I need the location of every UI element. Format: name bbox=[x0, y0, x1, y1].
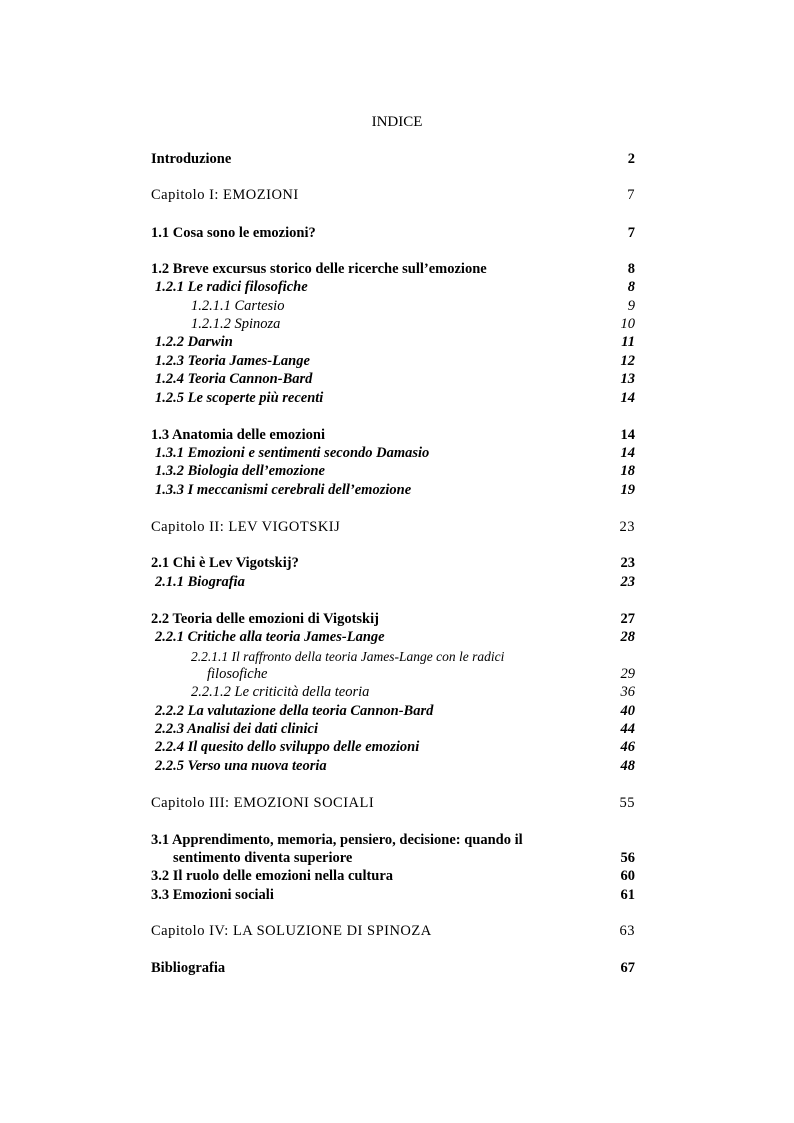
toc-entry-text: Capitolo II: LEV VIGOTSKIJ bbox=[151, 519, 341, 535]
toc-entry-page: 19 bbox=[620, 482, 635, 498]
toc-entry-text: sentimento diventa superiore bbox=[173, 850, 353, 866]
toc-entry-page: 13 bbox=[620, 371, 635, 387]
toc-section-3-1-continued[interactable] bbox=[151, 849, 635, 868]
toc-entry-text: 2.2.1 Critiche alla teoria James-Lange bbox=[155, 629, 385, 645]
toc-entry-text: 1.3.2 Biologia dell’emozione bbox=[155, 463, 325, 479]
toc-entry-introduzione[interactable] bbox=[151, 150, 635, 169]
toc-subsection-1-2-4[interactable] bbox=[151, 370, 635, 389]
toc-subsubsection-1-2-1-2[interactable] bbox=[151, 315, 635, 334]
toc-entry-text: 2.2.1.1 Il raffronto della teoria James-Lange con le radici bbox=[191, 649, 505, 664]
toc-subsection-1-3-1[interactable] bbox=[151, 444, 635, 463]
page-title: INDICE bbox=[371, 114, 423, 130]
toc-section-3-2[interactable] bbox=[151, 867, 635, 886]
toc-section-3-3[interactable] bbox=[151, 886, 635, 905]
toc-subsubsection-2-2-1-1-continued[interactable] bbox=[151, 665, 635, 684]
toc-entry-page: 10 bbox=[620, 316, 635, 332]
toc-entry-text: filosofiche bbox=[207, 666, 268, 682]
toc-entry-text: 1.3.1 Emozioni e sentimenti secondo Damasio bbox=[155, 445, 430, 461]
toc-entry-text: Capitolo III: EMOZIONI SOCIALI bbox=[151, 795, 375, 811]
toc-entry-text: 3.2 Il ruolo delle emozioni nella cultura bbox=[151, 868, 394, 884]
toc-subsubsection-2-2-1-2[interactable] bbox=[151, 683, 635, 702]
toc-subsubsection-1-2-1-1[interactable] bbox=[151, 297, 635, 316]
toc-chapter-4[interactable] bbox=[151, 922, 635, 941]
toc-subsection-1-2-2[interactable] bbox=[151, 333, 635, 352]
toc-entry-page: 2 bbox=[627, 151, 635, 167]
toc-entry-page: 7 bbox=[627, 187, 635, 203]
toc-entry-text: 1.3 Anatomia delle emozioni bbox=[151, 427, 325, 443]
toc-entry-page: 67 bbox=[620, 960, 635, 976]
toc-entry-page: 12 bbox=[620, 353, 635, 369]
toc-entry-text: 3.3 Emozioni sociali bbox=[151, 887, 274, 903]
toc-subsection-2-1-1[interactable] bbox=[151, 573, 635, 592]
toc-entry-text: 2.2.4 Il quesito dello sviluppo delle emozioni bbox=[155, 739, 420, 755]
toc-entry-page: 28 bbox=[620, 629, 635, 645]
toc-entry-text: 2.2.5 Verso una nuova teoria bbox=[155, 758, 327, 774]
toc-entry-text: 3.1 Apprendimento, memoria, pensiero, decisione: quando il bbox=[151, 832, 523, 848]
toc-subsection-1-3-2[interactable] bbox=[151, 462, 635, 481]
toc-entry-page: 63 bbox=[619, 923, 635, 939]
toc-entry-bibliografia[interactable] bbox=[151, 959, 635, 978]
toc-entry-text: Capitolo I: EMOZIONI bbox=[151, 187, 299, 203]
toc-entry-text: 1.2.1.1 Cartesio bbox=[191, 298, 285, 314]
toc-entry-page: 44 bbox=[620, 721, 635, 737]
toc-subsection-1-2-3[interactable] bbox=[151, 352, 635, 371]
toc-entry-page: 8 bbox=[627, 261, 635, 277]
toc-entry-text: 1.1 Cosa sono le emozioni? bbox=[151, 225, 316, 241]
toc-subsubsection-2-2-1-1[interactable] bbox=[151, 647, 635, 666]
toc-entry-page: 11 bbox=[621, 334, 635, 350]
toc-entry-page: 14 bbox=[620, 427, 635, 443]
toc-entry-text: 1.2.2 Darwin bbox=[155, 334, 233, 350]
toc-subsection-2-2-2[interactable] bbox=[151, 702, 635, 721]
toc-entry-page: 27 bbox=[620, 611, 635, 627]
toc-chapter-2[interactable] bbox=[151, 518, 635, 537]
toc-entry-text: 1.2.5 Le scoperte più recenti bbox=[155, 390, 324, 406]
toc-entry-text: 2.2.2 La valutazione della teoria Cannon-Bard bbox=[155, 703, 434, 719]
toc-entry-text: 2.1.1 Biografia bbox=[155, 574, 245, 590]
toc-entry-page: 23 bbox=[619, 519, 635, 535]
toc-subsection-2-2-3[interactable] bbox=[151, 720, 635, 739]
toc-section-1-2[interactable] bbox=[151, 260, 635, 279]
toc-entry-page: 61 bbox=[620, 887, 635, 903]
toc-entry-text: 2.1 Chi è Lev Vigotskij? bbox=[151, 555, 299, 571]
toc-entry-page: 60 bbox=[620, 868, 635, 884]
toc-entry-page: 29 bbox=[620, 666, 635, 682]
toc-subsection-2-2-1[interactable] bbox=[151, 628, 635, 647]
toc-subsection-2-2-5[interactable] bbox=[151, 757, 635, 776]
toc-section-1-3[interactable] bbox=[151, 426, 635, 445]
toc-entry-page: 7 bbox=[627, 225, 635, 241]
toc-entry-page: 36 bbox=[620, 684, 635, 700]
toc-subsection-1-3-3[interactable] bbox=[151, 481, 635, 500]
toc-entry-text: 1.2.3 Teoria James-Lange bbox=[155, 353, 310, 369]
toc-entry-page: 18 bbox=[620, 463, 635, 479]
toc-entry-page: 14 bbox=[620, 390, 635, 406]
toc-entry-text: 2.2 Teoria delle emozioni di Vigotskij bbox=[151, 611, 379, 627]
toc-entry-text: Capitolo IV: LA SOLUZIONE DI SPINOZA bbox=[151, 923, 432, 939]
toc-subsection-2-2-4[interactable] bbox=[151, 738, 635, 757]
toc-entry-page: 23 bbox=[620, 555, 635, 571]
toc-entry-text: 1.2.1 Le radici filosofiche bbox=[155, 279, 308, 295]
toc-subsection-1-2-1[interactable] bbox=[151, 278, 635, 297]
toc-chapter-3[interactable] bbox=[151, 794, 635, 813]
toc-entry-page: 8 bbox=[627, 279, 635, 295]
toc-section-3-1[interactable] bbox=[151, 831, 635, 850]
toc-subsection-1-2-5[interactable] bbox=[151, 389, 635, 408]
toc-entry-page: 46 bbox=[620, 739, 635, 755]
toc-entry-page: 48 bbox=[620, 758, 635, 774]
toc-entry-page: 40 bbox=[620, 703, 635, 719]
toc-section-2-2[interactable] bbox=[151, 610, 635, 629]
toc-entry-text: 2.2.1.2 Le criticità della teoria bbox=[191, 684, 370, 700]
toc-entry-page: 23 bbox=[620, 574, 635, 590]
toc-entry-text: 1.2.4 Teoria Cannon-Bard bbox=[155, 371, 313, 387]
toc-entry-page: 56 bbox=[620, 850, 635, 866]
toc-entry-text: 1.2.1.2 Spinoza bbox=[191, 316, 281, 332]
toc-section-1-1[interactable] bbox=[151, 224, 635, 243]
toc-entry-text: 2.2.3 Analisi dei dati clinici bbox=[155, 721, 318, 737]
toc-section-2-1[interactable] bbox=[151, 554, 635, 573]
toc-entry-text: Bibliografia bbox=[151, 960, 226, 976]
toc-entry-page: 14 bbox=[620, 445, 635, 461]
toc-entry-page: 55 bbox=[619, 795, 635, 811]
toc-entry-text: 1.3.3 I meccanismi cerebrali dell’emozione bbox=[155, 482, 412, 498]
toc-entry-page: 9 bbox=[627, 298, 635, 314]
toc-entry-text: Introduzione bbox=[151, 151, 232, 167]
toc-chapter-1[interactable] bbox=[151, 186, 635, 205]
toc-entry-text: 1.2 Breve excursus storico delle ricerche sull’emozione bbox=[151, 261, 487, 277]
